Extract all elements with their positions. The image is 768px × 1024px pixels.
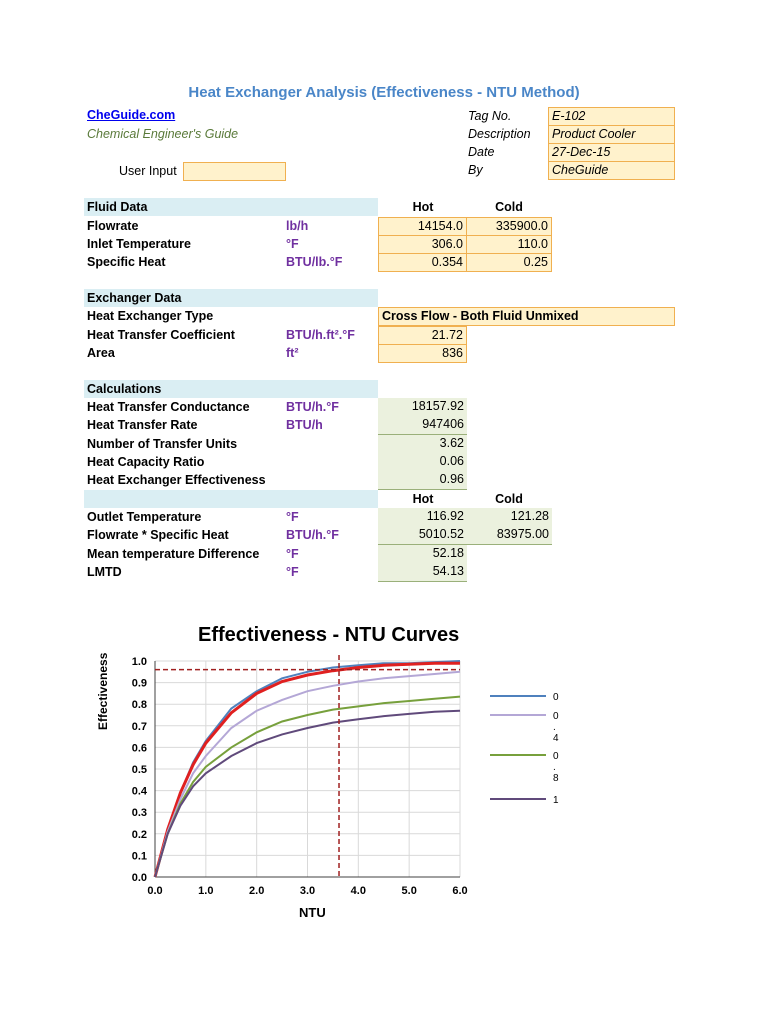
xtick-label: 5.0	[401, 885, 417, 897]
htc-unit: BTU/h.ft².°F	[286, 328, 355, 342]
outlet-temp-cold-value: 121.28	[467, 508, 552, 527]
area-input[interactable]: 836	[378, 344, 467, 363]
chart-ylabel: Effectiveness	[96, 652, 110, 730]
conductance-label: Heat Transfer Conductance	[87, 400, 250, 414]
xtick-label: 4.0	[350, 885, 366, 897]
xtick-label: 3.0	[299, 885, 316, 897]
legend-label: 0	[553, 751, 559, 762]
description-label: Description	[468, 127, 531, 141]
specific-heat-unit: BTU/lb.°F	[286, 255, 343, 269]
inlet-temp-unit: °F	[286, 237, 299, 251]
site-subtitle: Chemical Engineer's Guide	[87, 127, 239, 141]
htc-label: Heat Transfer Coefficient	[87, 328, 235, 342]
legend-label: .	[553, 722, 556, 733]
ytick-label: 0.5	[131, 764, 147, 776]
fluid-data-header: Fluid Data	[84, 198, 378, 216]
ytick-label: 0.3	[131, 807, 147, 820]
xtick-label: 0.0	[147, 885, 163, 897]
chart-title: Effectiveness - NTU Curves	[198, 624, 460, 646]
fluid-cold-header: Cold	[495, 200, 523, 214]
ytick-label: 0.9	[131, 677, 147, 690]
ntu-label: Number of Transfer Units	[87, 437, 238, 451]
xtick-label: 2.0	[249, 885, 265, 897]
flowrate-label: Flowrate	[87, 219, 139, 233]
by-label: By	[468, 163, 483, 177]
legend-label: .	[553, 762, 556, 773]
calc-subheader-band	[84, 490, 378, 508]
calculations-header: Calculations	[84, 380, 378, 398]
legend-label: 1	[553, 795, 559, 806]
cheguide-link[interactable]: CheGuide.com	[87, 108, 176, 122]
xtick-label: 1.0	[198, 885, 214, 897]
by-input[interactable]: CheGuide	[548, 161, 675, 180]
inlet-temp-label: Inlet Temperature	[87, 237, 191, 251]
legend-label: 4	[553, 733, 559, 744]
flowrate-cold-input[interactable]: 335900.0	[466, 217, 552, 236]
heat-rate-label: Heat Transfer Rate	[87, 418, 198, 432]
user-input-legend-box	[183, 162, 286, 181]
exchanger-type-label: Heat Exchanger Type	[87, 309, 214, 323]
flowrate-unit: lb/h	[286, 219, 309, 233]
inlet-temp-hot-input[interactable]: 306.0	[378, 235, 467, 254]
effectiveness-label: Heat Exchanger Effectiveness	[87, 473, 266, 487]
htc-input[interactable]: 21.72	[378, 326, 467, 345]
legend-label: 8	[553, 773, 559, 784]
date-input[interactable]: 27-Dec-15	[548, 143, 675, 162]
effectiveness-ntu-chart	[0, 640, 768, 910]
outlet-temp-label: Outlet Temperature	[87, 510, 202, 524]
xtick-label: 6.0	[452, 885, 468, 897]
tag-input[interactable]: E-102	[548, 107, 675, 126]
ytick-label: 0.6	[131, 742, 147, 755]
lmtd-value: 54.13	[378, 563, 467, 582]
lmtd-unit: °F	[286, 565, 299, 579]
exchanger-data-header: Exchanger Data	[84, 289, 378, 307]
effectiveness-value: 0.96	[378, 471, 467, 490]
calc-cold-header: Cold	[495, 492, 523, 506]
capacity-ratio-value: 0.06	[378, 453, 467, 472]
mtd-value: 52.18	[378, 545, 467, 564]
fluid-hot-header: Hot	[412, 200, 434, 214]
ytick-label: 0.2	[131, 828, 147, 841]
mtd-unit: °F	[286, 547, 299, 561]
ytick-label: 0.4	[131, 785, 147, 798]
heat-rate-unit: BTU/h	[286, 418, 323, 432]
outlet-temp-unit: °F	[286, 510, 299, 524]
ntu-value: 3.62	[378, 435, 467, 454]
flow-cp-cold-value: 83975.00	[467, 526, 552, 545]
flow-cp-hot-value: 5010.52	[378, 526, 467, 545]
flowrate-hot-input[interactable]: 14154.0	[378, 217, 467, 236]
area-unit: ft²	[286, 346, 299, 360]
conductance-value: 18157.92	[378, 398, 467, 417]
description-input[interactable]: Product Cooler	[548, 125, 675, 144]
specific-heat-cold-input[interactable]: 0.25	[466, 253, 552, 272]
exchanger-type-select[interactable]: Cross Flow - Both Fluid Unmixed	[378, 307, 675, 326]
chart-xlabel: NTU	[299, 905, 326, 920]
area-label: Area	[87, 346, 115, 360]
conductance-unit: BTU/h.°F	[286, 400, 339, 414]
ytick-label: 1.0	[131, 656, 147, 668]
user-input-label: User Input	[119, 164, 177, 178]
tag-label: Tag No.	[468, 109, 512, 123]
legend-label: 0	[553, 711, 559, 722]
inlet-temp-cold-input[interactable]: 110.0	[466, 235, 552, 254]
flow-cp-unit: BTU/h.°F	[286, 528, 339, 542]
heat-rate-value: 947406	[378, 416, 467, 435]
ytick-label: 0.1	[131, 850, 147, 863]
specific-heat-label: Specific Heat	[87, 255, 166, 269]
page-title: Heat Exchanger Analysis (Effectiveness - NTU Method)	[188, 84, 580, 101]
outlet-temp-hot-value: 116.92	[378, 508, 467, 527]
mtd-label: Mean temperature Difference	[87, 547, 260, 561]
calc-hot-header: Hot	[412, 492, 434, 506]
ytick-label: 0.8	[131, 699, 147, 712]
date-label: Date	[468, 145, 495, 159]
legend-label: 0	[553, 692, 559, 703]
ytick-label: 0.7	[131, 720, 147, 733]
flow-cp-label: Flowrate * Specific Heat	[87, 528, 229, 542]
ytick-label: 0.0	[131, 872, 147, 884]
capacity-ratio-label: Heat Capacity Ratio	[87, 455, 205, 469]
specific-heat-hot-input[interactable]: 0.354	[378, 253, 467, 272]
lmtd-label: LMTD	[87, 565, 122, 579]
